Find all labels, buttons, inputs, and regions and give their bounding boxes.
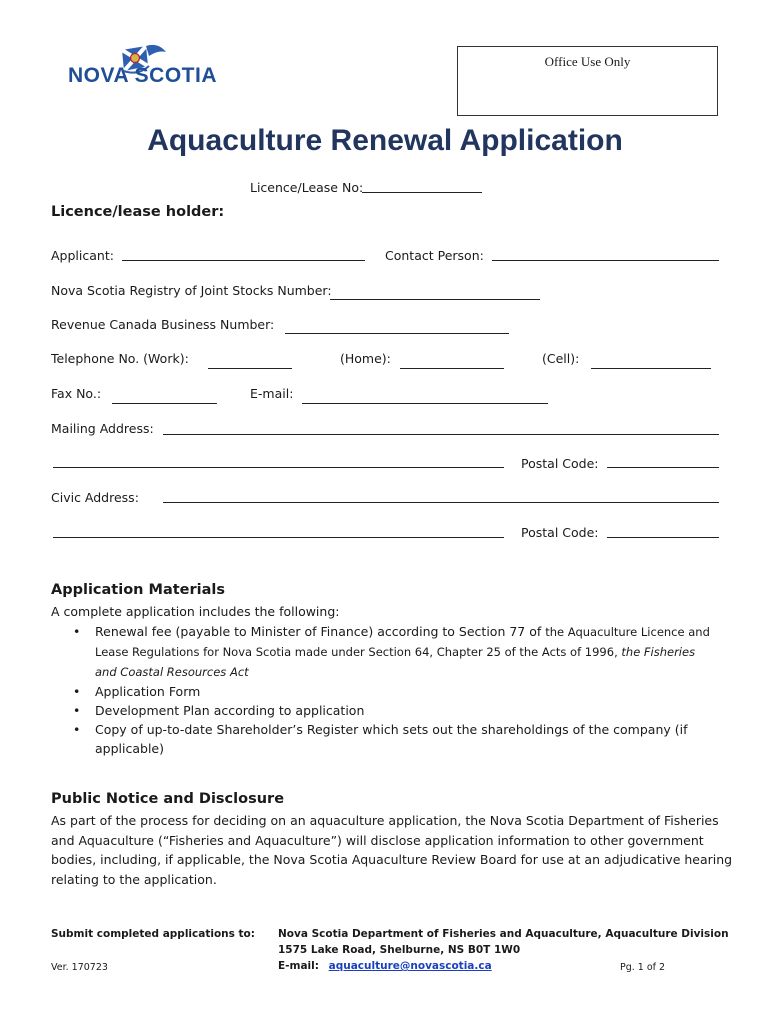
email-field[interactable]	[302, 403, 548, 404]
mailing-postal-code-field[interactable]	[607, 467, 719, 468]
phone-home-label: (Home):	[340, 351, 391, 366]
mailing-address-field[interactable]	[163, 434, 719, 435]
licence-no-label: Licence/Lease No:	[250, 180, 364, 195]
list-item: • Application Form	[51, 682, 716, 701]
holder-heading: Licence/lease holder:	[51, 204, 225, 220]
phone-home-field[interactable]	[400, 368, 504, 369]
materials-list	[51, 622, 716, 758]
mailing-address-field-2[interactable]	[53, 467, 504, 468]
list-item: • Renewal fee (payable to Minister of Finance) according to Section 77 of the Aquaculture Licence and Lease Regulations for Nova Scotia made under Section 64, Chapter 25 of the Acts of 1996, the Fisheries and Coastal Resources Act	[51, 622, 716, 682]
list-item: • Development Plan according to application	[51, 701, 716, 720]
mailing-postal-code-label: Postal Code:	[521, 456, 599, 471]
civic-address-label: Civic Address:	[51, 490, 139, 505]
footer-email	[278, 960, 492, 972]
version-text: Ver. 170723	[51, 962, 108, 973]
fax-label: Fax No.:	[51, 386, 102, 401]
phone-work-label: Telephone No. (Work):	[51, 351, 189, 366]
page-title: Aquaculture Renewal Application	[147, 124, 623, 157]
dept-address: 1575 Lake Road, Shelburne, NS B0T 1W0	[278, 944, 521, 956]
phone-cell-label: (Cell):	[542, 351, 580, 366]
phone-cell-field[interactable]	[591, 368, 711, 369]
civic-postal-code-label: Postal Code:	[521, 525, 599, 540]
civic-address-field[interactable]	[163, 502, 719, 503]
disclosure-heading: Public Notice and Disclosure	[51, 791, 285, 807]
office-use-label: Office Use Only	[544, 54, 631, 69]
footer-email-label: E-mail:	[278, 960, 319, 972]
office-use-box	[457, 46, 718, 116]
disclosure-text: As part of the process for deciding on an aquaculture application, the Nova Scotia Department of Fisheries and Aquaculture (“Fisheries and Aquaculture”) will disclose application information to other government bodies, including, if applicable, the Nova Scotia Aquaculture Review Board for use at an adjudicative hearing relating to the application.	[51, 813, 733, 887]
civic-address-field-2[interactable]	[53, 537, 504, 538]
registry-field[interactable]	[330, 299, 540, 300]
applicant-label: Applicant:	[51, 248, 114, 263]
civic-postal-code-field[interactable]	[607, 537, 719, 538]
registry-label: Nova Scotia Registry of Joint Stocks Number:	[51, 283, 332, 298]
revenue-field[interactable]	[285, 333, 509, 334]
materials-intro: A complete application includes the following:	[51, 604, 340, 619]
fax-field[interactable]	[112, 403, 217, 404]
nova-scotia-logo	[68, 44, 218, 92]
dept-name: Nova Scotia Department of Fisheries and Aquaculture, Aquaculture Division	[278, 928, 729, 940]
page-number: Pg. 1 of 2	[620, 962, 666, 973]
mailing-address-label: Mailing Address:	[51, 421, 154, 436]
materials-heading: Application Materials	[51, 582, 226, 598]
email-label: E-mail:	[250, 386, 294, 401]
contact-person-label: Contact Person:	[385, 248, 484, 263]
phone-work-field[interactable]	[208, 368, 292, 369]
submit-label: Submit completed applications to:	[51, 928, 255, 940]
logo-wordmark: NOVA SCOTIA	[68, 64, 218, 87]
licence-no-field[interactable]	[362, 192, 482, 193]
contact-person-field[interactable]	[492, 260, 719, 261]
revenue-label: Revenue Canada Business Number:	[51, 317, 275, 332]
list-item: • Copy of up-to-date Shareholder’s Register which sets out the shareholdings of the company (if applicable)	[51, 720, 716, 758]
email-link[interactable]: aquaculture@novascotia.ca	[328, 960, 492, 972]
applicant-field[interactable]	[122, 260, 365, 261]
